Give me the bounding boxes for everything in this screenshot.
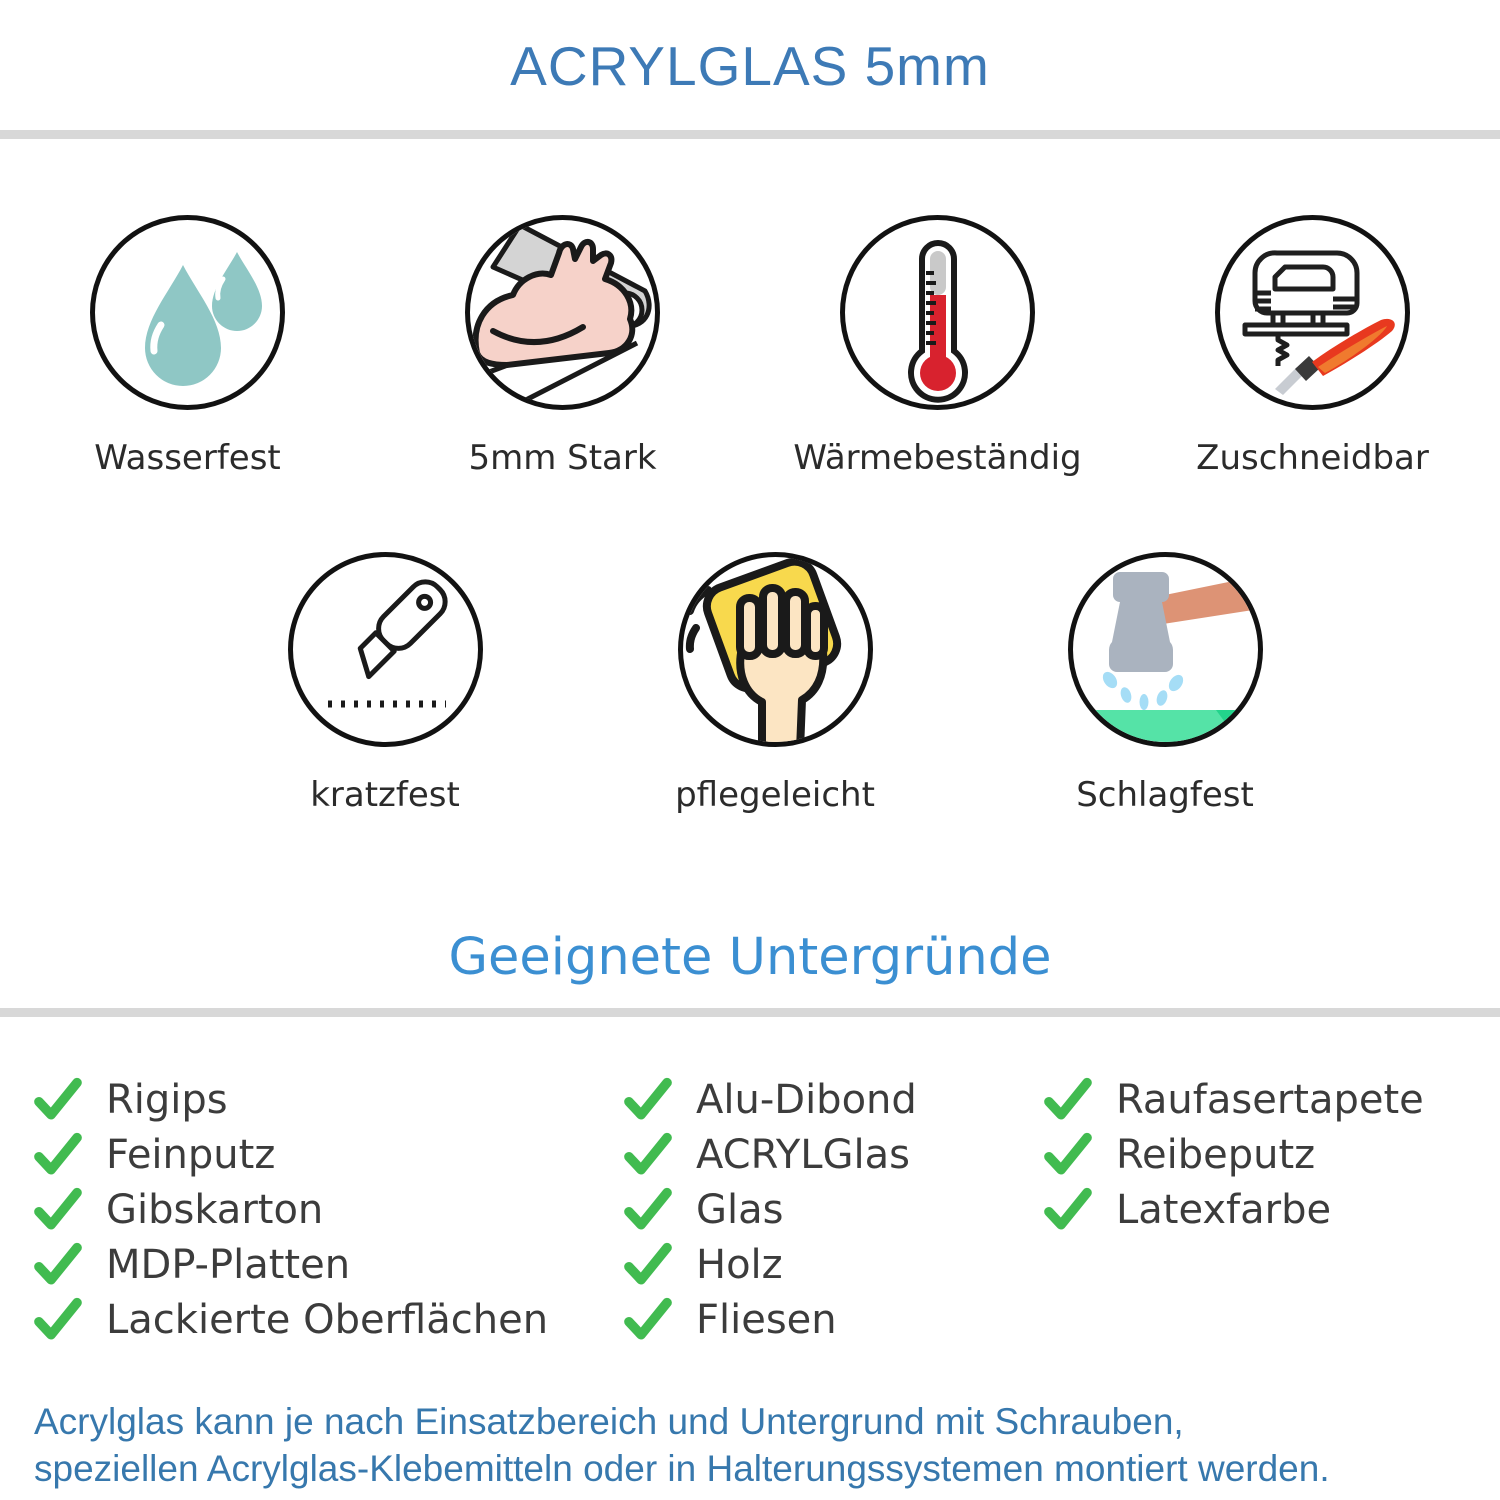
- feature-label: 5mm Stark: [468, 438, 657, 478]
- divider-bar-top: [0, 130, 1500, 139]
- checklist-label: Holz: [696, 1241, 783, 1288]
- list-item: [622, 1072, 1042, 1127]
- features-row-1: [0, 215, 1500, 478]
- feature-label: pflegeleicht: [675, 775, 875, 815]
- checkmark-icon: [32, 1129, 84, 1181]
- feature-kratzfest: [190, 552, 580, 815]
- checkmark-icon: [622, 1074, 674, 1126]
- checkmark-icon: [1042, 1129, 1094, 1181]
- list-item: [1042, 1182, 1480, 1237]
- water-drops-icon: [90, 215, 285, 410]
- list-item: [622, 1127, 1042, 1182]
- checkmark-icon: [32, 1294, 84, 1346]
- hammer-icon: [1068, 552, 1263, 747]
- feature-label: Schlagfest: [1076, 775, 1254, 815]
- checklist-label: Feinputz: [106, 1131, 276, 1178]
- checklist-label: Latexfarbe: [1116, 1186, 1332, 1233]
- checkmark-icon: [1042, 1074, 1094, 1126]
- checklist-label: Glas: [696, 1186, 784, 1233]
- list-item: [1042, 1072, 1480, 1127]
- feature-waermebestaendig: [750, 215, 1125, 478]
- feature-label: Wärmebeständig: [793, 438, 1082, 478]
- checklist-label: Reibeputz: [1116, 1131, 1316, 1178]
- checklist-column-2: [622, 1072, 1042, 1347]
- footer-line-1: Acrylglas kann je nach Einsatzbereich und Untergrund mit Schrauben,: [34, 1401, 1184, 1442]
- checkmark-icon: [32, 1184, 84, 1236]
- checkmark-icon: [622, 1294, 674, 1346]
- list-item: [32, 1182, 622, 1237]
- checkmark-icon: [622, 1239, 674, 1291]
- list-item: [32, 1237, 622, 1292]
- feature-label: Wasserfest: [94, 438, 281, 478]
- checklist: [32, 1072, 1480, 1347]
- feature-pflegeleicht: [580, 552, 970, 815]
- checkmark-icon: [622, 1129, 674, 1181]
- cleaning-hand-icon: [678, 552, 873, 747]
- checklist-column-1: [32, 1072, 622, 1347]
- checklist-column-3: [1042, 1072, 1480, 1347]
- checklist-label: ACRYLGlas: [696, 1131, 911, 1178]
- list-item: [622, 1292, 1042, 1347]
- checklist-label: MDP-Platten: [106, 1241, 351, 1288]
- feature-label: Zuschneidbar: [1196, 438, 1429, 478]
- checklist-label: Lackierte Oberflächen: [106, 1296, 549, 1343]
- checklist-label: Fliesen: [696, 1296, 837, 1343]
- thermometer-icon: [840, 215, 1035, 410]
- feature-schlagfest: [970, 552, 1360, 815]
- divider-bar-middle: [0, 1008, 1500, 1017]
- features-row-2: [190, 552, 1360, 815]
- feature-zuschneidbar: [1125, 215, 1500, 478]
- feature-wasserfest: [0, 215, 375, 478]
- footer-note: [34, 1398, 1490, 1492]
- list-item: [622, 1237, 1042, 1292]
- jigsaw-icon: [1215, 215, 1410, 410]
- checklist-label: Alu-Dibond: [696, 1076, 917, 1123]
- utility-knife-icon: [288, 552, 483, 747]
- list-item: [32, 1292, 622, 1347]
- feature-5mm-stark: [375, 215, 750, 478]
- checkmark-icon: [1042, 1184, 1094, 1236]
- feature-label: kratzfest: [310, 775, 460, 815]
- checklist-label: Raufasertapete: [1116, 1076, 1424, 1123]
- checkmark-icon: [32, 1239, 84, 1291]
- checklist-label: Gibskarton: [106, 1186, 324, 1233]
- checkmark-icon: [622, 1184, 674, 1236]
- list-item: [32, 1072, 622, 1127]
- checklist-label: Rigips: [106, 1076, 228, 1123]
- list-item: [32, 1127, 622, 1182]
- checkmark-icon: [32, 1074, 84, 1126]
- list-item: [1042, 1127, 1480, 1182]
- page-title: ACRYLGLAS 5mm: [510, 35, 990, 97]
- strong-arm-icon: [465, 215, 660, 410]
- list-item: [622, 1182, 1042, 1237]
- footer-line-2: speziellen Acrylglas-Klebemitteln oder in Halterungssystemen montiert werden.: [34, 1448, 1330, 1489]
- section-heading: Geeignete Untergründe: [448, 928, 1052, 987]
